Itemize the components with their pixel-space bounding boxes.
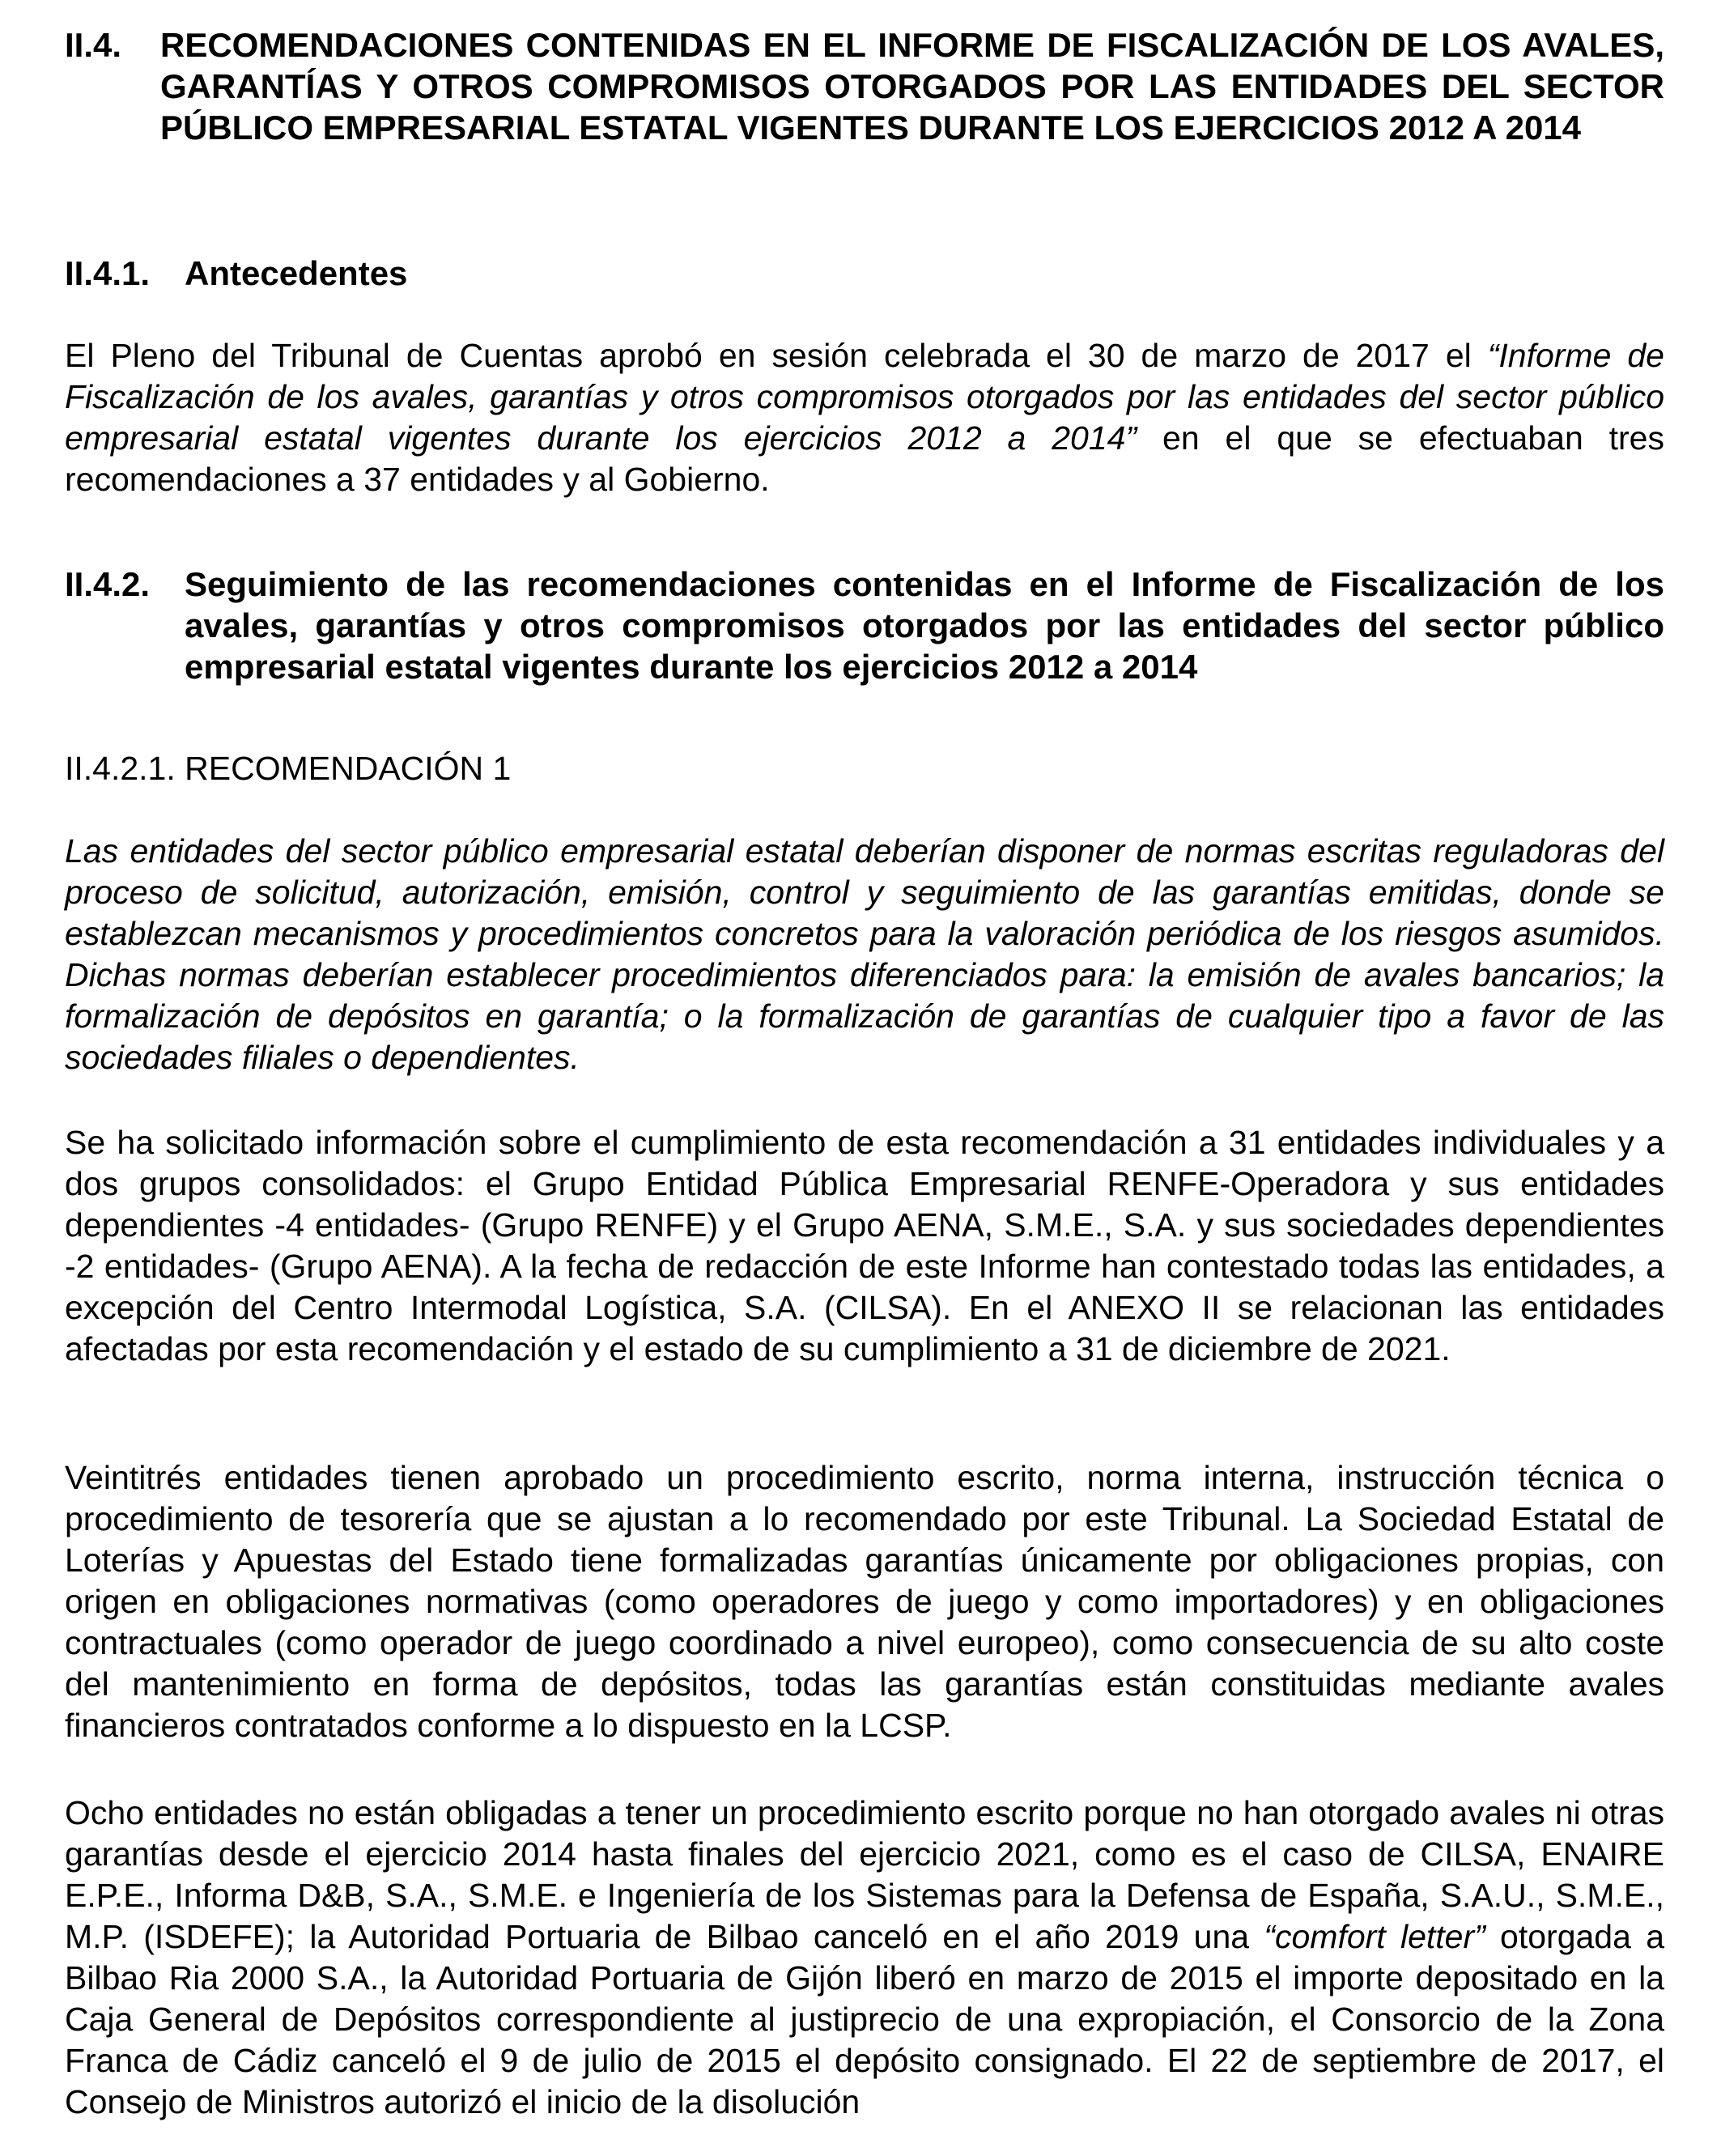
subsection-number: II.4.2. [65,565,151,603]
body-paragraph: Veintitrés entidades tienen aprobado un procedimiento escrito, norma interna, instrucción técnica o procedimiento de tesorería que se ajustan a lo recomendado por este Tribunal. La Sociedad Estatal de Loterías y Apuestas del Estado tiene formalizadas garantías únicamente por obligaciones propias, con origen en obligaciones normativas (como operadores de juego y como importadores) y en obligaciones contractuales (como operador de juego coordinado a nivel europeo), como consecuencia de su alto coste del mantenimiento en forma de depósitos, todas las garantías están constituidas mediante avales financieros contratados conforme a lo dispuesto en la LCSP. [65,1459,1664,1744]
paragraph-text: El Pleno del Tribunal de Cuentas aprobó en sesión celebrada el 30 de marzo de 2017 el [65,337,1488,374]
paragraph-text: otorgada a Bilbao Ria 2000 S.A., la Autoridad Portuaria de Gijón liberó en marzo de 2015 el importe depositado en la Caja General de Depósitos correspondiente al justiprecio de una expropiación, el Consorcio de la Zona Franca de Cádiz canceló el 9 de julio de 2015 el depósito consignado. El 22 de septiembre de 2017, el Consejo de Ministros autorizó el inicio de la disolución [65,1918,1664,2120]
report-title-italic: “Informe de Fiscalización de los avales, garantías y otros compromisos otorgados por las entidades del sector público empresarial estatal vigentes durante los ejercicios 2012 a 2014” [65,337,1664,457]
subsection-heading-antecedentes [65,253,1664,301]
section-number: II.4. [65,26,122,64]
comfort-letter-italic: “comfort letter” [1264,1918,1485,1955]
subsection-number: II.4.1. [65,254,151,292]
paragraph-text: en el que se efectuaban tres recomendaciones a 37 entidades y al Gobierno. [65,419,1664,498]
recommendation-quote: Las entidades del sector público empresarial estatal deberían disponer de normas escritas reguladoras del proceso de solicitud, autorización, emisión, control y seguimiento de las garantías emitidas, donde se establezcan mecanismos y procedimientos concretos para la valoración periódica de los riesgos asumidos. Dichas normas deberían establecer procedimientos diferenciados para: la emisión de avales bancarios; la formalización de depósitos en garantía; o la formalización de garantías de cualquier tipo a favor de las sociedades filiales o dependientes. [65,832,1664,1076]
paragraph-text: Ocho entidades no están obligadas a tener un procedimiento escrito porque no han otorgado avales ni otras garantías desde el ejercicio 2014 hasta finales del ejercicio 2021, como es el caso de CILSA, ENAIRE E.P.E., Informa D&B, S.A., S.M.E. e Ingeniería de los Sistemas para la Defensa de España, S.A.U., S.M.E., M.P. (ISDEFE); la Autoridad Portuaria de Bilbao canceló en el año 2019 una [65,1794,1664,1955]
section-heading [65,24,1664,194]
body-paragraph [65,1792,1664,2123]
subsection-title: Antecedentes [185,254,408,292]
section-title: RECOMENDACIONES CONTENIDAS EN EL INFORME DE FISCALIZACIÓN DE LOS AVALES, GARANTÍAS Y OTROS COMPROMISOS OTORGADOS POR LAS ENTIDADES DEL SECTOR PÚBLICO EMPRESARIAL ESTATAL VIGENTES DURANTE LOS EJERCICIOS 2012 A 2014 [160,26,1664,147]
body-paragraph: Se ha solicitado información sobre el cumplimiento de esta recomendación a 31 entidades individuales y a dos grupos consolidados: el Grupo Entidad Pública Empresarial RENFE-Operadora y sus entidades dependientes -4 entidades- (Grupo RENFE) y el Grupo AENA, S.M.E., S.A. y sus sociedades dependientes -2 entidades- (Grupo AENA). A la fecha de redacción de este Informe han contestado todas las entidades, a excepción del Centro Intermodal Logística, S.A. (CILSA). En el ANEXO II se relacionan las entidades afectadas por esta recomendación y el estado de su cumplimiento a 31 de diciembre de 2021. [65,1124,1664,1367]
subsection-heading-seguimiento [65,563,1664,693]
subsection-title: Seguimiento de las recomendaciones contenidas en el Informe de Fiscalización de los avales, garantías y otros compromisos otorgados por las entidades del sector público empresarial estatal vigentes durante los ejercicios 2012 a 2014 [185,565,1664,686]
recommendation-heading: II.4.2.1. RECOMENDACIÓN 1 [65,750,512,787]
antecedentes-paragraph [65,335,1664,500]
